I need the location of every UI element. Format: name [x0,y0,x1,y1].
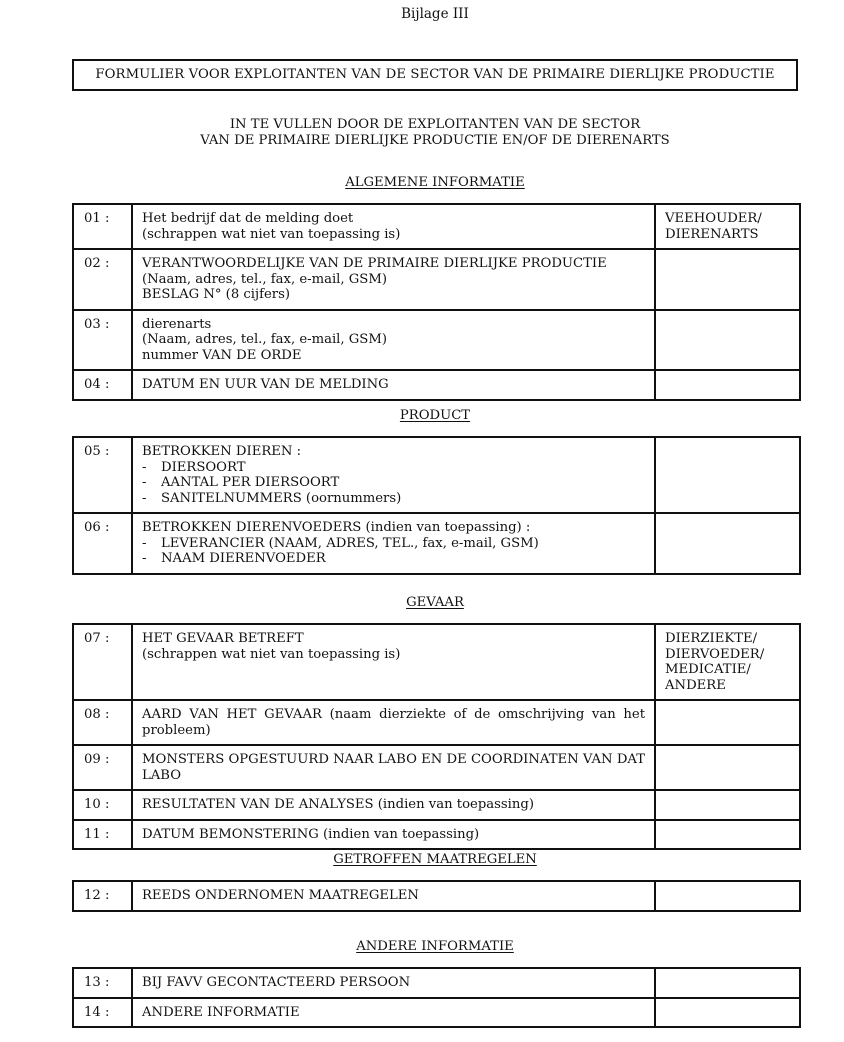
row-number: 06 : [73,513,132,574]
row-label: VERANTWOORDELIJKE VAN DE PRIMAIRE DIERLIJKE PRODUCTIE (Naam, adres, tel., fax, e-mail, GSM) BESLAG N° (8 cijfers) [132,249,655,310]
row-number: 05 : [73,437,132,513]
hazard-table [72,623,801,850]
row-label: dierenarts (Naam, adres, tel., fax, e-mail, GSM) nummer VAN DE ORDE [132,310,655,371]
row-number: 03 : [73,310,132,371]
table-row [73,370,800,400]
table-row [73,249,800,310]
row-input-cell[interactable] [655,310,800,371]
table-row [73,968,800,998]
row-number: 13 : [73,968,132,998]
row-input-cell[interactable]: DIERZIEKTE/ DIERVOEDER/ MEDICATIE/ ANDERE [655,624,800,700]
row-number: 10 : [73,790,132,820]
list-item: - DIERSOORT [142,460,645,476]
table-row [73,310,800,371]
row-number: 01 : [73,204,132,249]
table-row [73,624,800,700]
row-label: BETROKKEN DIERENVOEDERS (indien van toepassing) : - LEVERANCIER (NAAM, ADRES, TEL., fax, e-mail, GSM) - NAAM DIERENVOEDER [132,513,655,574]
row-number: 14 : [73,998,132,1028]
subtitle-line: IN TE VULLEN DOOR DE EXPLOITANTEN VAN DE SECTOR [229,117,641,132]
row-number: 12 : [73,881,132,911]
row-label: AARD VAN HET GEVAAR (naam dierziekte of de omschrijving van het probleem) [132,700,655,745]
annex-label: Bijlage III [401,6,469,22]
row-number: 04 : [73,370,132,400]
row-input-cell[interactable] [655,745,800,790]
row-label: REEDS ONDERNOMEN MAATREGELEN [132,881,655,911]
row-number: 02 : [73,249,132,310]
form-subtitle [0,117,844,148]
row-label: DATUM EN UUR VAN DE MELDING [132,370,655,400]
row-input-cell[interactable] [655,249,800,310]
section-heading-hazard: GEVAAR [406,595,464,610]
row-input-cell[interactable]: VEEHOUDER/ DIERENARTS [655,204,800,249]
row-label: RESULTATEN VAN DE ANALYSES (indien van toepassing) [132,790,655,820]
table-row [73,998,800,1028]
section-heading-general: ALGEMENE INFORMATIE [345,175,525,190]
row-number: 09 : [73,745,132,790]
row-label: DATUM BEMONSTERING (indien van toepassing) [132,820,655,850]
general-info-table [72,203,801,401]
list-item: - AANTAL PER DIERSOORT [142,475,645,491]
table-row [73,745,800,790]
table-row [73,700,800,745]
row-input-cell[interactable] [655,370,800,400]
row-label: MONSTERS OPGESTUURD NAAR LABO EN DE COORDINATEN VAN DAT LABO [132,745,655,790]
row-input-cell[interactable] [655,881,800,911]
table-row [73,790,800,820]
row-input-cell[interactable] [655,820,800,850]
table-row [73,881,800,911]
table-row [73,513,800,574]
row-input-cell[interactable] [655,513,800,574]
row-input-cell[interactable] [655,437,800,513]
row-number: 08 : [73,700,132,745]
table-row [73,204,800,249]
form-title [72,59,798,91]
row-label: BETROKKEN DIEREN : - DIERSOORT - AANTAL PER DIERSOORT - SANITELNUMMERS (oornummers) [132,437,655,513]
row-input-cell[interactable] [655,790,800,820]
row-label: ANDERE INFORMATIE [132,998,655,1028]
list-item: - SANITELNUMMERS (oornummers) [142,491,645,507]
section-heading-other: ANDERE INFORMATIE [356,939,514,954]
row-label: Het bedrijf dat de melding doet (schrappen wat niet van toepassing is) [132,204,655,249]
subtitle-line: VAN DE PRIMAIRE DIERLIJKE PRODUCTIE EN/OF DE DIERENARTS [200,132,670,148]
row-number: 11 : [73,820,132,850]
row-input-cell[interactable] [655,700,800,745]
form-title-text: FORMULIER VOOR EXPLOITANTEN VAN DE SECTOR VAN DE PRIMAIRE DIERLIJKE PRODUCTIE [95,67,775,83]
section-heading-measures: GETROFFEN MAATREGELEN [333,852,537,867]
row-label: HET GEVAAR BETREFT (schrappen wat niet van toepassing is) [132,624,655,700]
table-row [73,820,800,850]
row-number: 07 : [73,624,132,700]
other-info-table [72,967,801,1028]
table-row [73,437,800,513]
list-item: - LEVERANCIER (NAAM, ADRES, TEL., fax, e-mail, GSM) [142,536,645,552]
row-label: BIJ FAVV GECONTACTEERD PERSOON [132,968,655,998]
measures-table [72,880,801,912]
row-input-cell[interactable] [655,998,800,1028]
section-heading-product: PRODUCT [399,408,471,423]
list-item: - NAAM DIERENVOEDER [142,551,645,567]
product-table [72,436,801,575]
row-input-cell[interactable] [655,968,800,998]
